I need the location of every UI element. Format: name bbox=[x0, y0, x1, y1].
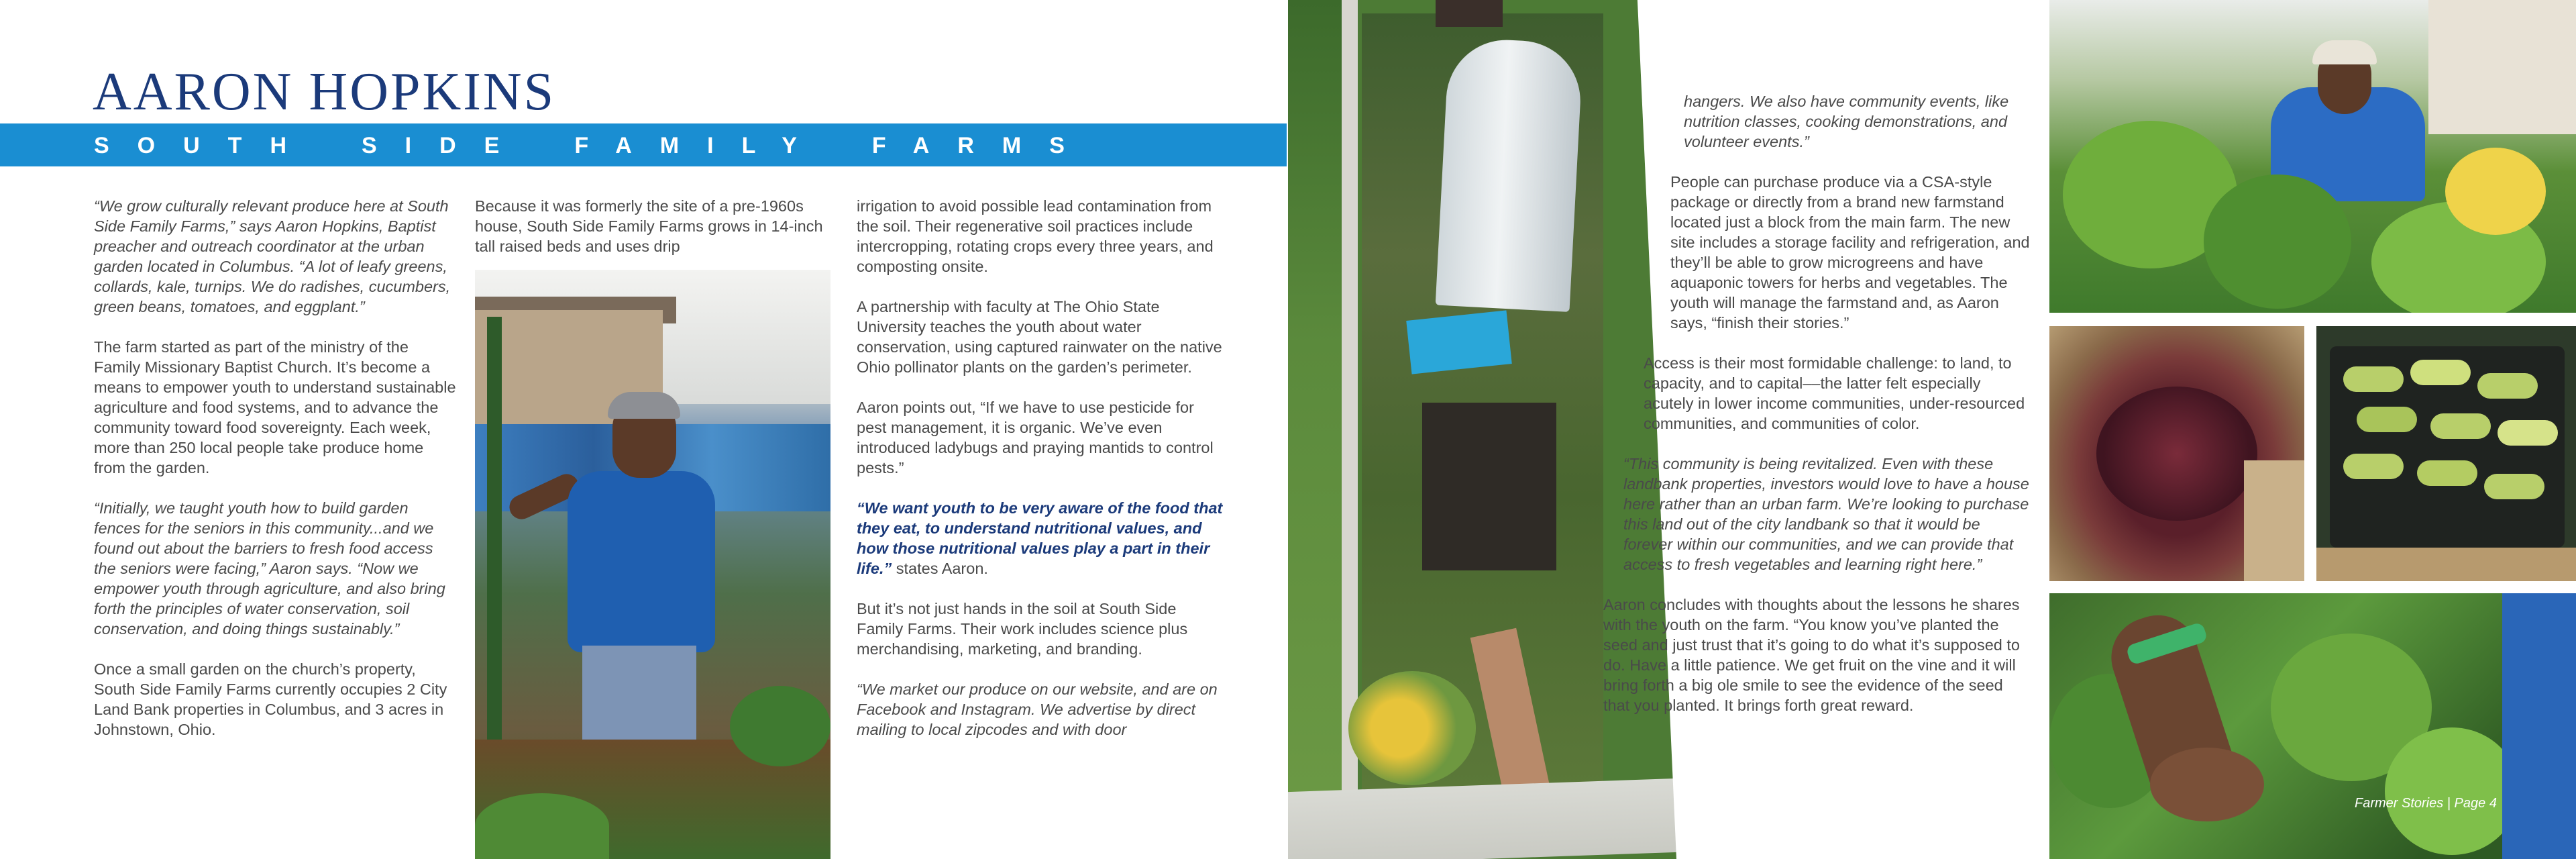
subtitle-word: SIDE bbox=[362, 133, 528, 158]
paragraph: People can purchase produce via a CSA-style package or directly from a brand new farmstand located just a block from the main farm. The new site includes a storage facility and refrigeration, and they’ll be able to grow microgreens and have aquaponic towers for herbs and vegetables. The youth will manage the farmstand and, as Aaron says, “finish their stories.” bbox=[1670, 173, 2030, 332]
paragraph: Access is their most formidable challenge: to land, to capacity, and to capital––the latter felt especially acutely in lower income communities, under-resourced communities, and communities of color. bbox=[1644, 354, 2025, 432]
paragraph: “Initially, we taught youth how to build garden fences for the seniors in this community...and we found out about the barriers to fresh food access the seniors were facing,” Aaron says. “Now we empower youth through agriculture, and also bring forth the principles of water conservation, soil conservation, and doing things sustainably.” bbox=[94, 499, 445, 638]
paragraph: irrigation to avoid possible lead contamination from the soil. Their regenerative soil practices include intercropping, rotating crops every three years, and composting onsite. bbox=[857, 197, 1214, 275]
pull-quote-attribution: states Aaron. bbox=[892, 560, 988, 577]
lettuce-photo bbox=[2049, 326, 2304, 581]
subtitle-word: FAMILY bbox=[574, 133, 825, 158]
article-column-4 bbox=[1603, 91, 2033, 736]
harvest-photo bbox=[2049, 0, 2576, 313]
paragraph: “We market our produce on our website, and are on Facebook and Instagram. We advertise by direct mailing to local zipcodes and with door bbox=[857, 680, 1218, 738]
subtitle-band bbox=[0, 123, 1287, 166]
article-column-2 bbox=[475, 196, 830, 276]
subtitle-word: SOUTH bbox=[94, 133, 315, 158]
hand-picking-photo bbox=[2049, 593, 2576, 859]
pull-quote bbox=[857, 498, 1226, 578]
subtitle bbox=[94, 133, 1140, 159]
paragraph: Aaron concludes with thoughts about the lessons he shares with the youth on the farm. “You know you’ve planted the seed and just trust that it’s going to do what it’s supposed to do. Have a little patience. We get fruit on the vine and it will bring forth a big ole smile to see the evidence of the seed that you planted. It brings forth great reward. bbox=[1603, 596, 2020, 714]
paragraph: But it’s not just hands in the soil at South Side Family Farms. Their work includes science plus merchandising, marketing, and branding. bbox=[857, 600, 1188, 658]
paragraph: Because it was formerly the site of a pre-1960s house, South Side Family Farms grows in 14-inch tall raised beds and uses drip bbox=[475, 197, 823, 255]
cucumbers-photo bbox=[2316, 326, 2576, 581]
article-column-3 bbox=[857, 196, 1226, 760]
paragraph: “We grow culturally relevant produce here at South Side Family Farms,” says Aaron Hopkins, Baptist preacher and outreach coordinator at the urban garden located in Columbus. “A lot of leafy greens, collards, kale, turnips. We do radishes, cucumbers, green beans, tomatoes, and eggplant.” bbox=[94, 197, 451, 315]
pull-quote-text: “We want youth to be very aware of the food that they eat, to understand nutritional values, and how those nutritional values play a part in their life.” bbox=[857, 499, 1223, 577]
paragraph: hangers. We also have community events, like nutrition classes, cooking demonstrations, and volunteer events.” bbox=[1684, 93, 2009, 150]
paragraph: Aaron points out, “If we have to use pesticide for pest management, it is organic. We’ve even introduced ladybugs and praying mantids to control pests.” bbox=[857, 399, 1214, 476]
article-column-1 bbox=[94, 196, 456, 760]
subtitle-word: FARMS bbox=[871, 133, 1093, 158]
page-footer: Farmer Stories | Page 4 bbox=[2355, 796, 2497, 811]
page-title: AARON HOPKINS bbox=[93, 62, 556, 121]
paragraph: “This community is being revitalized. Even with these landbank properties, investors would love to have a house here rather than an urban farm. We’re looking to purchase this land out of the city landbank so that it would be forever within our communities, and we can provide that access to fresh vegetables and learning right here.” bbox=[1623, 455, 2029, 573]
paragraph: A partnership with faculty at The Ohio State University teaches the youth about water conservation, using captured rainwater on the native Ohio pollinator plants on the garden’s perimeter. bbox=[857, 298, 1222, 376]
aaron-portrait-photo bbox=[475, 270, 830, 859]
paragraph: Once a small garden on the church’s property, South Side Family Farms currently occupies 2 City Land Bank properties in Columbus, and 3 acres in Johnstown, Ohio. bbox=[94, 660, 447, 738]
paragraph: The farm started as part of the ministry of the Family Missionary Baptist Church. It’s become a means to empower youth to understand sustainable agriculture and food systems, and to advance the community toward food sovereignty. Each week, more than 250 local people take produce home from the garden. bbox=[94, 338, 456, 476]
